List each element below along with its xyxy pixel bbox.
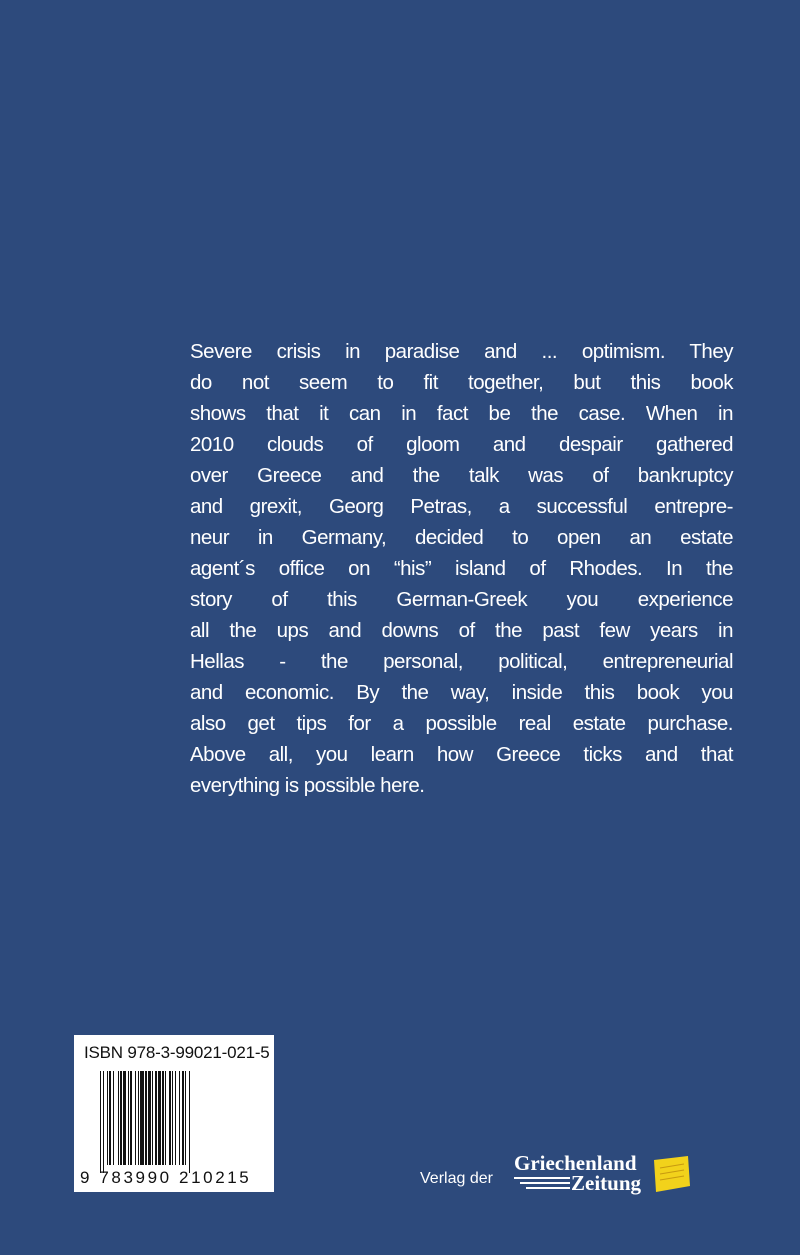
back-cover-blurb: [190, 336, 733, 801]
barcode-bar: [118, 1071, 119, 1165]
barcode-bar: [185, 1071, 186, 1165]
publisher-logo: [420, 1148, 720, 1198]
barcode-bar: [138, 1071, 139, 1165]
newspaper-flag-icon: [652, 1156, 692, 1196]
barcode-bar: [189, 1071, 190, 1173]
isbn-label: ISBN 978-3-99021-021-5: [84, 1043, 270, 1062]
barcode-bar: [175, 1071, 176, 1165]
barcode-bar: [113, 1071, 114, 1165]
barcode-bar: [140, 1071, 144, 1165]
logo-speed-lines-icon: [512, 1175, 572, 1191]
barcode-bar: [128, 1071, 129, 1165]
blurb-line: neur in Germany, decided to open an estate: [190, 526, 733, 549]
ean-digits: 9 783990 210215: [80, 1168, 252, 1187]
blurb-line: agent´s office on “his” island of Rhodes. In the: [190, 557, 733, 580]
barcode-bar: [165, 1071, 166, 1165]
barcode-bar: [109, 1071, 111, 1165]
blurb-line: 2010 clouds of gloom and despair gathered: [190, 433, 733, 456]
barcode-bar: [120, 1071, 122, 1165]
blurb-line: everything is possible here.: [190, 774, 425, 797]
barcode-bar: [103, 1071, 104, 1173]
blurb-line: shows that it can in fact be the case. When in: [190, 402, 733, 425]
barcode-bar: [155, 1071, 157, 1165]
barcode-bar: [123, 1071, 126, 1165]
blurb-line: Above all, you learn how Greece ticks and that: [190, 743, 733, 766]
isbn-barcode: [74, 1035, 274, 1192]
barcode-bar: [158, 1071, 161, 1165]
barcode-bar: [100, 1071, 101, 1173]
logo-word-griechenland: Griechenland: [514, 1151, 637, 1175]
blurb-line: Hellas - the personal, political, entrepreneurial: [190, 650, 733, 673]
blurb-line: story of this German-Greek you experience: [190, 588, 733, 611]
barcode-bar: [169, 1071, 171, 1165]
barcode-bar: [182, 1071, 184, 1165]
barcode-bar: [162, 1071, 164, 1165]
blurb-line: also get tips for a possible real estate purchase.: [190, 712, 733, 735]
publisher-prefix: Verlag der: [420, 1170, 493, 1187]
barcode-bar: [135, 1071, 136, 1165]
blurb-line: and grexit, Georg Petras, a successful entrepre-: [190, 495, 733, 518]
blurb-line: do not seem to fit together, but this book: [190, 371, 733, 394]
barcode-bar: [107, 1071, 108, 1165]
blurb-line: over Greece and the talk was of bankruptcy: [190, 464, 733, 487]
barcode-bar: [130, 1071, 132, 1165]
barcode-bar: [145, 1071, 147, 1165]
barcode-bar: [172, 1071, 173, 1165]
blurb-line: all the ups and downs of the past few years in: [190, 619, 733, 642]
barcode-bar: [148, 1071, 151, 1165]
barcode-bar: [179, 1071, 180, 1165]
barcode-bar: [152, 1071, 153, 1165]
blurb-line: Severe crisis in paradise and ... optimism. They: [190, 340, 733, 363]
logo-word-zeitung: Zeitung: [571, 1171, 642, 1195]
blurb-line: and economic. By the way, inside this book you: [190, 681, 733, 704]
